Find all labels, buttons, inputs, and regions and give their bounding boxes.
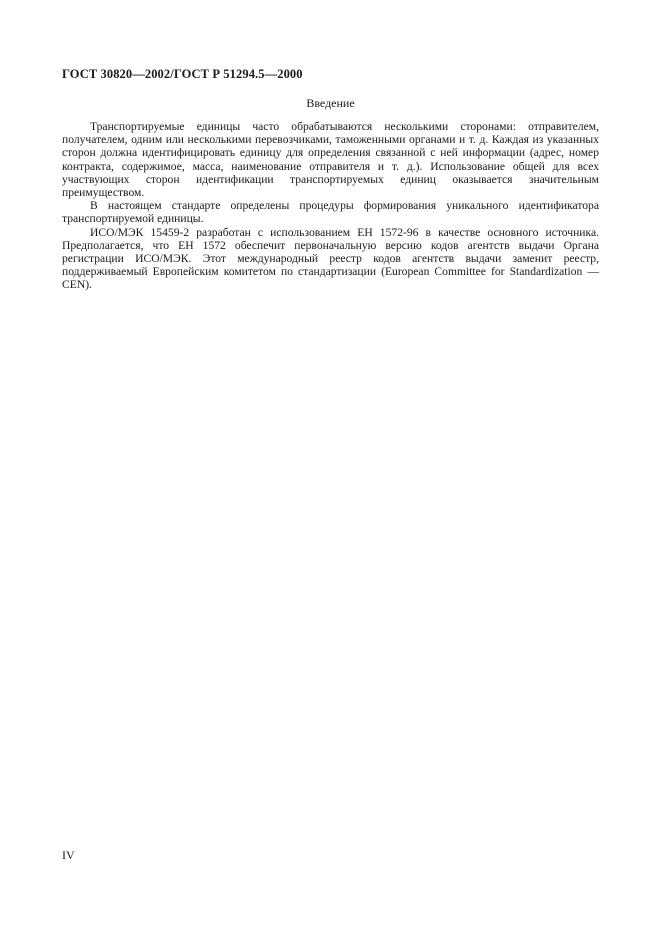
body-text bbox=[62, 120, 599, 292]
document-header: ГОСТ 30820—2002/ГОСТ Р 51294.5—2000 bbox=[62, 67, 303, 81]
page-number: IV bbox=[62, 848, 75, 862]
paragraph-2: В настоящем стандарте определены процедуры формирования уникального идентификатора транспортируемой единицы. bbox=[62, 199, 599, 226]
paragraph-3: ИСО/МЭК 15459-2 разработан с использованием ЕН 1572-96 в качестве основного источника. Предполагается, что ЕН 1572 обеспечит первоначальную версию кодов агентств выдачи Органа регистрации ИСО/МЭК. Этот международный реестр кодов агентств выдачи заменит реестр, поддерживаемый Европейским комитетом по стандартизации (European Committee for Standardization — CEN). bbox=[62, 225, 599, 292]
section-title: Введение bbox=[306, 96, 355, 110]
paragraph-1: Транспортируемые единицы часто обрабатываются несколькими сторонами: отправителем, получателем, одним или несколькими перевозчиками, таможенными органами и т. д. Каждая из указанных сторон должна идентифицировать единицу для определения связанной с ней информации (адрес, номер контракта, содержимое, масса, наименование отправителя и т. д.). Использование общей для всех участвующих сторон идентификации транспортируемых единиц оказывается значительным преимуществом. bbox=[62, 120, 599, 200]
